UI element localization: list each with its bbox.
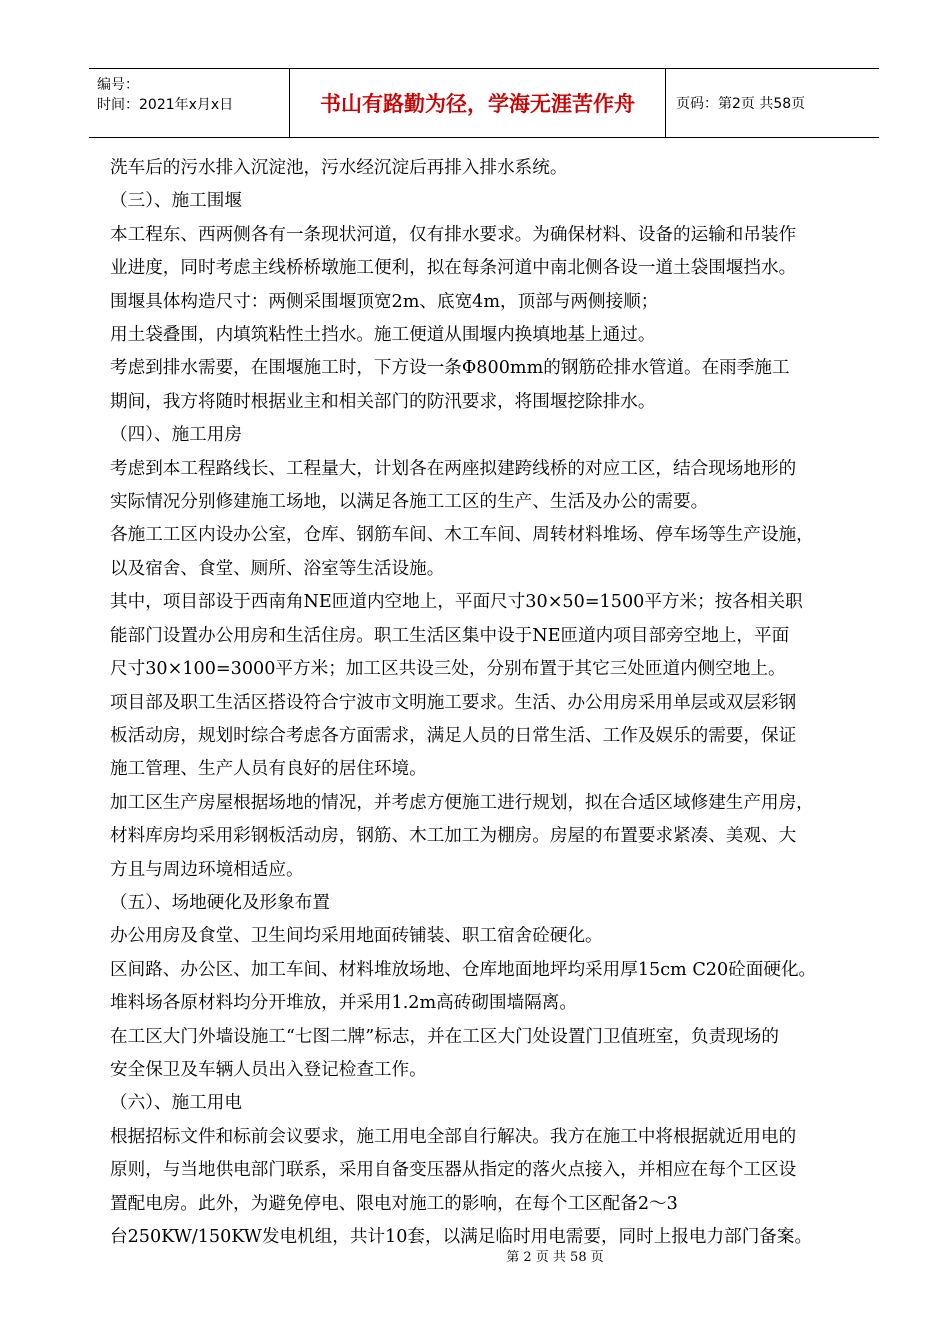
section-heading: （四）、施工用房 — [110, 425, 242, 446]
text-line: 能部门设置办公用房和生活住房。职工生活区集中设于NE匝道内项目部旁空地上，平面 — [110, 625, 790, 646]
text-line: 根据招标文件和标前会议要求，施工用电全部自行解决。我方在施工中将根据就近用电的 — [110, 1126, 797, 1147]
time-label: 时间：2021年x月x日 — [97, 97, 234, 113]
text-line: 原则，与当地供电部门联系，采用自备变压器从指定的落火点接入，并相应在每个工区设 — [110, 1160, 797, 1181]
text-line: 办公用房及食堂、卫生间均采用地面砖铺装、职工宿舍砼硬化。 — [110, 926, 603, 947]
text-line: 板活动房，规划时综合考虑各方面需求，满足人员的日常生活、工作及娱乐的需要，保证 — [110, 725, 797, 746]
text-line: 堆料场各原材料均分开堆放，并采用1.2m高砖砌围墙隔离。 — [110, 993, 577, 1014]
section-heading: （六）、施工用电 — [110, 1093, 242, 1114]
text-line: 加工区生产房屋根据场地的情况，并考虑方便施工进行规划，拟在合适区域修建生产用房， — [110, 792, 814, 813]
text-line: 项目部及职工生活区搭设符合宁波市文明施工要求。生活、办公用房采用单层或双层彩钢 — [110, 692, 797, 713]
page-footer — [0, 1246, 950, 1265]
text-line: 以及宿舍、食堂、厕所、浴室等生活设施。 — [110, 558, 445, 579]
text-line: 期间，我方将随时根据业主和相关部门的防汛要求，将围堰挖除排水。 — [110, 391, 656, 412]
text-line: 洗车后的污水排入沉淀池，污水经沉淀后再排入排水系统。 — [110, 158, 568, 178]
footer-page-number: 第 2 页 共 58 页 — [506, 1250, 604, 1265]
page-header — [89, 68, 879, 138]
text-line: 材料库房均采用彩钢板活动房，钢筋、木工加工为棚房。房屋的布置要求紧凑、美观、大 — [110, 826, 797, 847]
text-line: 施工管理、生产人员有良好的居住环境。 — [110, 759, 427, 780]
text-line: 区间路、办公区、加工车间、材料堆放场地、仓库地面地坪均采用厚15cm C20砼面硬化。 — [110, 959, 817, 980]
text-line: 考虑到排水需要，在围堰施工时，下方设一条Φ800mm的钢筋砼排水管道。在雨季施工 — [110, 358, 790, 379]
text-line: 其中，项目部设于西南角NE匝道内空地上，平面尺寸30×50=1500平方米；按各相关职 — [110, 592, 803, 613]
section-heading: （三）、施工围堰 — [110, 191, 242, 212]
text-line: 业进度，同时考虑主线桥桥墩施工便利，拟在每条河道中南北侧各设一道土袋围堰挡水。 — [110, 258, 797, 279]
text-line: 实际情况分别修建施工场地，以满足各施工工区的生产、生活及办公的需要。 — [110, 492, 709, 513]
text-line: 方且与周边环境相适应。 — [110, 859, 304, 880]
text-line: 在工区大门外墙设施工“七图二牌”标志，并在工区大门处设置门卫值班室，负责现场的 — [110, 1026, 779, 1047]
text-line: 各施工工区内设办公室，仓库、钢筋车间、木工车间、周转材料堆场、停车场等生产设施， — [110, 525, 814, 546]
header-info — [89, 69, 290, 137]
text-line: 安全保卫及车辆人员出入登记检查工作。 — [110, 1059, 427, 1080]
header-page-label: 页码：第2页 共58页 — [676, 96, 806, 112]
text-line: 用土袋叠围，内填筑粘性土挡水。施工便道从围堰内换填地基上通过。 — [110, 325, 656, 346]
text-line: 考虑到本工程路线长、工程量大，计划各在两座拟建跨线桥的对应工区，结合现场地形的 — [110, 458, 797, 479]
text-line: 尺寸30×100=3000平方米；加工区共设三处，分别布置于其它三处匝道内侧空地上。 — [110, 659, 786, 680]
text-line: 台250KW/150KW发电机组，共计10套，以满足临时用电需要，同时上报电力部门备案。 — [110, 1227, 813, 1247]
section-heading: （五）、场地硬化及形象布置 — [110, 892, 330, 913]
header-motto: 书山有路勤为径，学海无涯苦作舟 — [290, 69, 666, 137]
document-body — [110, 152, 860, 1254]
text-line: 围堰具体构造尺寸：两侧采围堰顶宽2m、底宽4m，顶部与两侧接顺； — [110, 291, 659, 312]
text-line: 置配电房。此外，为避免停电、限电对施工的影响，在每个工区配备2～3 — [110, 1193, 678, 1214]
text-line: 本工程东、西两侧各有一条现状河道，仅有排水要求。为确保材料、设备的运输和吊装作 — [110, 224, 797, 245]
number-label: 编号： — [97, 77, 139, 93]
